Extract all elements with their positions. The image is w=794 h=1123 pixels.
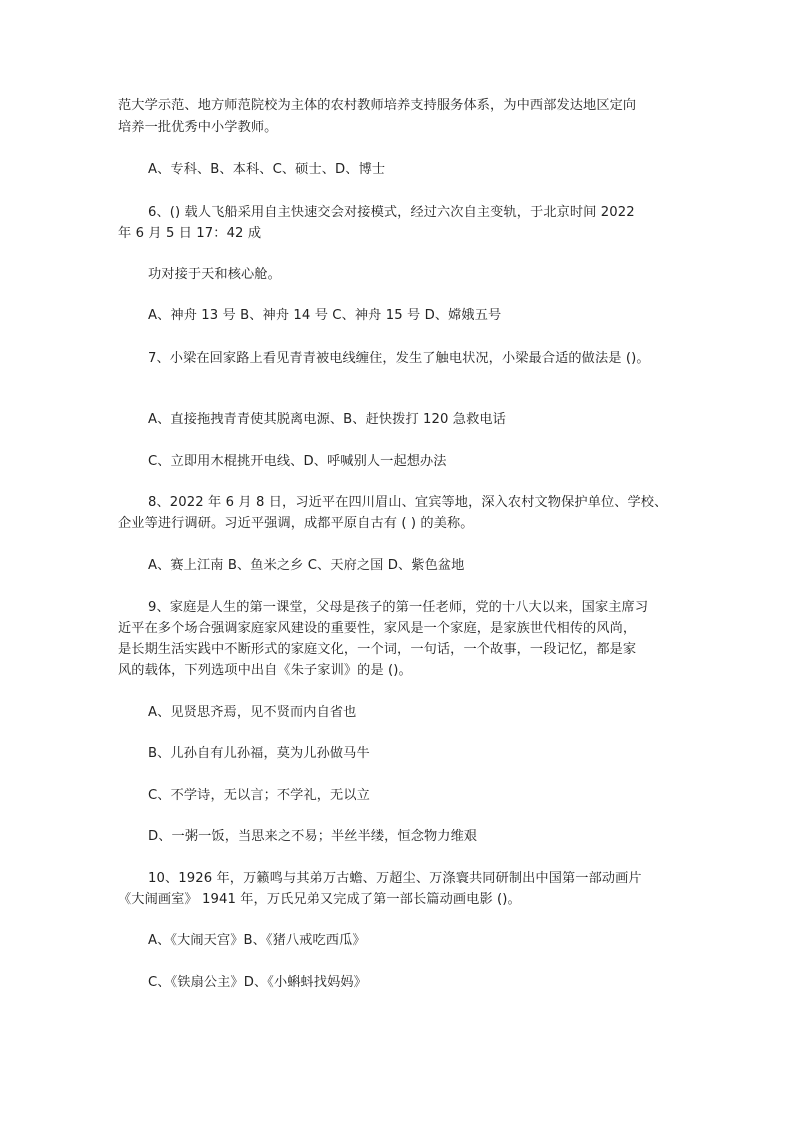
q8-question: 8、2022 年 6 月 8 日，习近平在四川眉山、宜宾等地，深入农村文物保护单位、学校、	[148, 495, 668, 510]
text-line: 范大学示范、地方师范院校为主体的农村教师培养支持服务体系，为中西部发达地区定向	[118, 98, 637, 113]
q6-options: A、神舟 13 号 B、神舟 14 号 C、神舟 15 号 D、嫦娥五号	[148, 308, 502, 323]
q7-options-cd: C、立即用木棍挑开电线、D、呼喊别人一起想办法	[148, 454, 447, 469]
text-line: 培养一批优秀中小学教师。	[118, 120, 278, 135]
text-line: 企业等进行调研。习近平强调，成都平原自古有 ( ) 的美称。	[118, 516, 474, 531]
text-line: 《大闹画室》 1941 年，万氏兄弟又完成了第一部长篇动画电影 ()。	[118, 892, 521, 907]
q8-options: A、赛上江南 B、鱼米之乡 C、天府之国 D、紫色盆地	[148, 558, 465, 573]
text-line: 风的载体，下列选项中出自《朱子家训》的是 ()。	[118, 663, 412, 678]
q5-options: A、专科、B、本科、C、硕士、D、博士	[148, 162, 386, 177]
q9-question: 9、家庭是人生的第一课堂，父母是孩子的第一任老师，党的十八大以来，国家主席习	[148, 600, 649, 615]
q6-question: 6、() 载人飞船采用自主快速交会对接模式，经过六次自主变轨，于北京时间 2022	[148, 205, 635, 220]
text-line: 近平在多个场合强调家庭家风建设的重要性，家风是一个家庭，是家族世代相传的风尚，	[118, 621, 637, 636]
q10-options-cd: C、《铁扇公主》D、《小蝌蚪找妈妈》	[148, 975, 367, 990]
q10-question: 10、1926 年，万籁鸣与其弟万古蟾、万超尘、万涤寰共同研制出中国第一部动画片	[148, 871, 642, 886]
q9-option-c: C、不学诗，无以言；不学礼，无以立	[148, 788, 370, 803]
q9-option-d: D、一粥一饭，当思来之不易；半丝半缕，恒念物力维艰	[148, 829, 478, 844]
q10-options-ab: A、《大闹天宫》B、《猪八戒吃西瓜》	[148, 933, 366, 948]
q9-option-b: B、儿孙自有儿孙福，莫为儿孙做马牛	[148, 746, 370, 761]
text-line: 功对接于天和核心舱。	[148, 267, 281, 282]
text-line: 年 6 月 5 日 17：42 成	[118, 226, 262, 241]
text-line: 是长期生活实践中不断形式的家庭文化，一个词，一句话，一个故事，一段记忆，都是家	[118, 642, 637, 657]
q9-option-a: A、见贤思齐焉，见不贤而内自省也	[148, 705, 357, 720]
q7-question: 7、小梁在回家路上看见青青被电线缠住，发生了触电状况，小梁最合适的做法是 ()。	[148, 351, 650, 366]
q7-options-ab: A、直接拖拽青青使其脱离电源、B、赶快拨打 120 急救电话	[148, 412, 506, 427]
